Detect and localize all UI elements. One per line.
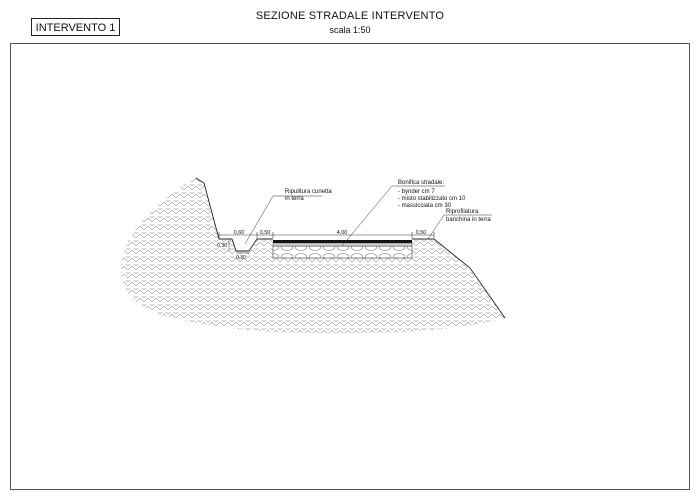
dim-ditch-depth: 0,30 [217,243,227,249]
binder-layer [273,240,412,243]
dim-ditch-width: 0,60 [233,230,245,236]
drawing-title: SEZIONE STRADALE INTERVENTO [255,10,445,22]
verge-note-line2: banchina in terra [446,217,491,223]
dim-shoulder-right: 0,50 [415,230,427,236]
verge-note-line1: Riprofilatura [446,209,479,215]
ditch-note-line2: in terra [285,196,304,202]
road-layer-2: - misto stabilizzato cm 10 [398,196,466,202]
dim-ditch-depth-side: 0,30 [236,255,246,261]
ditch-leader [245,196,322,244]
road-layer-3: - massicciata cm 30 [398,203,452,209]
intervention-tag: INTERVENTO 1 [31,18,120,36]
ditch-note-line1: Ripulitura cunetta [285,189,332,195]
road-layer-1: - bynder cm 7 [398,189,435,195]
dim-shoulder-left: 0,50 [259,230,271,236]
road-note-title: Bonifica stradale: [398,180,445,186]
drawing-scale: scala 1:50 [329,25,371,35]
dim-carriageway: 4,00 [336,230,348,236]
